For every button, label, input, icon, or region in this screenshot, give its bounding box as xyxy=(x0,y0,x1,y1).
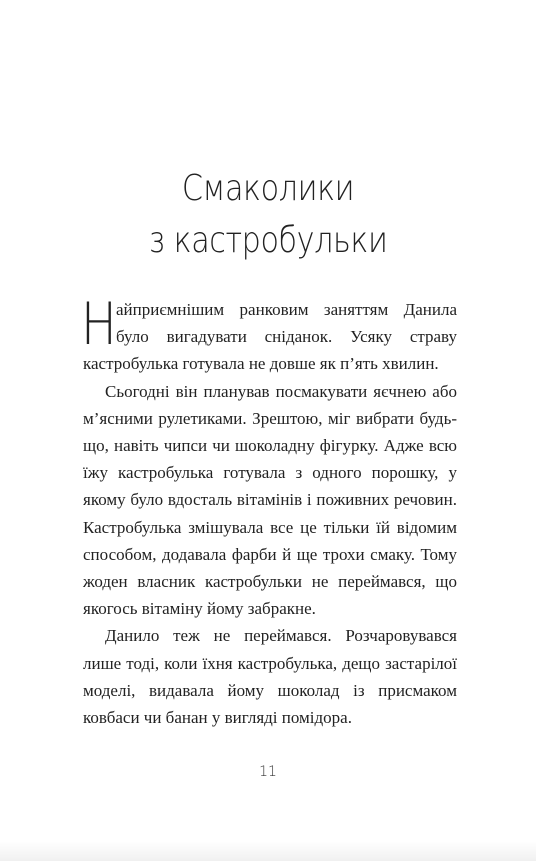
paragraph-2: Сьогодні він планував посмакувати яєчнею або м’ясними рулетиками. Зрештою, міг вибрати будь-що, навіть чипси чи шоколадну фігурку. Адже всю їжу кастробулька готувала з одного порошку, у якому було вдосталь вітамінів і поживних речовин. Кастробулька змішувала все це тільки їй відомим способом, додавала фарби й ще трохи смаку. Тому жоден власник кастробульки не переймався, що якогось вітаміну йому забракне. xyxy=(83,381,457,619)
drop-cap: Н xyxy=(81,290,117,358)
chapter-title-line-1: Смаколики xyxy=(181,168,355,209)
chapter-body xyxy=(81,290,457,731)
chapter-title-line-2: з кастробульки xyxy=(148,220,388,261)
paragraph-3: Данило теж не переймався. Розчаровувався лише тоді, коли їхня кастробулька, дещо застарілої моделі, видавала йому шоколад із присмаком ковбаси чи банан у вигляді помідора. xyxy=(83,626,457,728)
page-edge-shadow xyxy=(0,841,536,861)
paragraph-1-text: айприємнішим ранковим заняттям Данила було вигадувати сніданок. Усяку страву кастробулька готувала не довше як п’ять хвилин. xyxy=(83,300,457,374)
page-number: 11 xyxy=(259,764,277,780)
paragraph-1 xyxy=(81,290,457,378)
